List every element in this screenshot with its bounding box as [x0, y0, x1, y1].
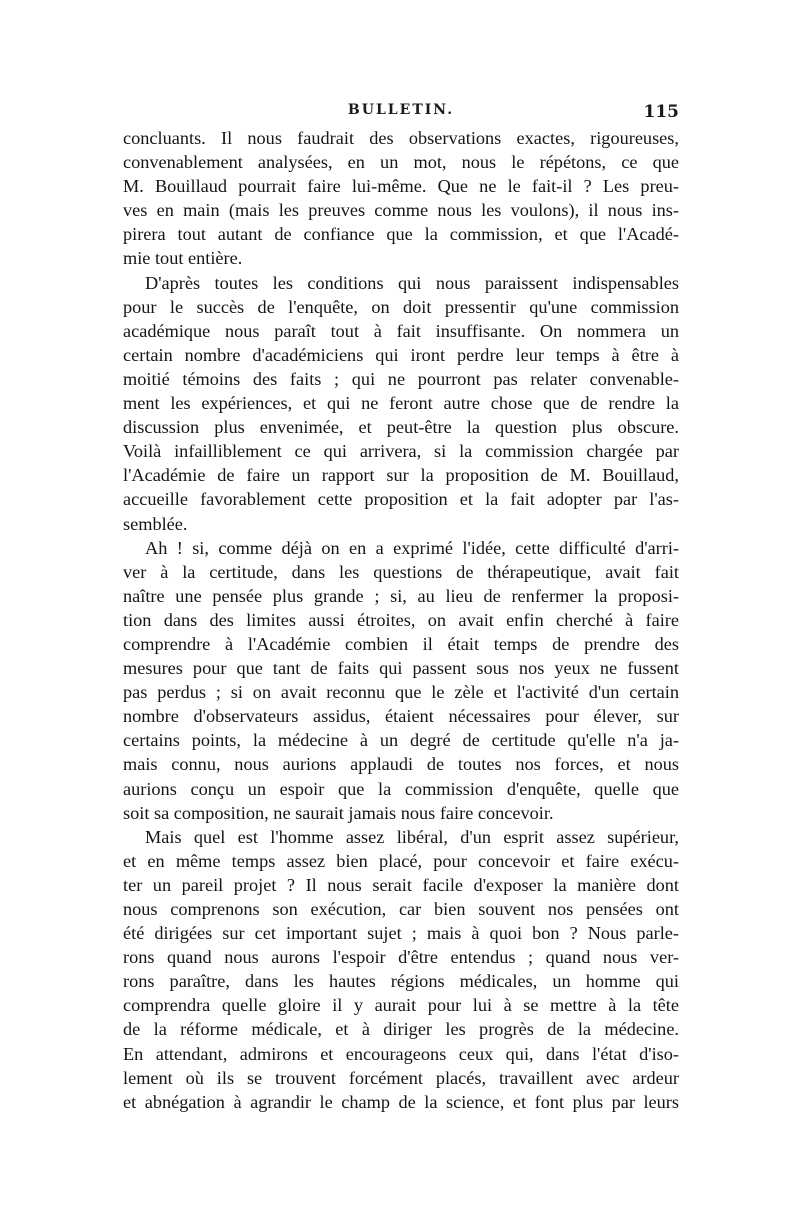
text-line: discussion plus envenimée, et peut-être la question plus obscure.	[123, 417, 679, 438]
text-line: Mais quel est l'homme assez libéral, d'un esprit assez supérieur,	[145, 826, 679, 847]
text-line: et en même temps assez bien placé, pour concevoir et faire exécu-	[123, 850, 679, 871]
text-line: En attendant, admirons et encourageons ceux qui, dans l'état d'iso-	[123, 1043, 679, 1064]
running-title: BULLETIN.	[347, 102, 455, 118]
text-line: ment les expériences, et qui ne feront autre chose que de rendre la	[123, 393, 679, 414]
text-line: mesures pour que tant de faits qui passent sous nos yeux ne fussent	[123, 658, 679, 679]
body-text	[123, 126, 679, 1114]
text-line: pour le succès de l'enquête, on doit pressentir qu'une commission	[123, 296, 679, 317]
text-line: certains points, la médecine à un degré de certitude qu'elle n'a ja-	[123, 730, 679, 751]
text-line: tion dans des limites aussi étroites, on avait enfin cherché à faire	[123, 609, 679, 630]
text-line: moitié témoins des faits ; qui ne pourront pas relater convenable-	[123, 368, 679, 389]
text-line: de la réforme médicale, et à diriger les progrès de la médecine.	[123, 1019, 679, 1040]
text-line: convenablement analysées, en un mot, nous le répétons, ce que	[123, 152, 679, 173]
text-line: certain nombre d'académiciens qui iront perdre leur temps à être à	[123, 344, 679, 365]
text-line: D'après toutes les conditions qui nous paraissent indispensables	[145, 272, 679, 293]
text-line: été dirigées sur cet important sujet ; mais à quoi bon ? Nous parle-	[123, 923, 679, 944]
text-line: rons paraître, dans les hautes régions médicales, un homme qui	[123, 971, 679, 992]
text-line: Voilà infailliblement ce qui arrivera, si la commission chargée par	[123, 441, 679, 462]
text-line: nombre d'observateurs assidus, étaient nécessaires pour élever, sur	[123, 706, 679, 727]
text-line: pas perdus ; si on avait reconnu que le zèle et l'activité d'un certain	[123, 682, 679, 703]
text-line: Ah ! si, comme déjà on en a exprimé l'idée, cette difficulté d'arri-	[145, 537, 679, 558]
page-number: 115	[643, 102, 679, 122]
text-line: comprendra quelle gloire il y aurait pour lui à se mettre à la tête	[123, 995, 679, 1016]
text-line: mais connu, nous aurions applaudi de toutes nos forces, et nous	[123, 754, 679, 775]
text-line: rons quand nous aurons l'espoir d'être entendus ; quand nous ver-	[123, 947, 679, 968]
text-line: concluants. Il nous faudrait des observations exactes, rigoureuses,	[123, 128, 679, 148]
text-line: lement où ils se trouvent forcément placés, travaillent avec ardeur	[123, 1067, 679, 1088]
text-line: naître une pensée plus grande ; si, au lieu de renfermer la proposi-	[123, 585, 679, 606]
text-line: ver à la certitude, dans les questions de thérapeutique, avait fait	[123, 561, 679, 582]
text-line: ter un pareil projet ? Il nous serait facile d'exposer la manière dont	[123, 874, 679, 895]
text-line: ves en main (mais les preuves comme nous les voulons), il nous ins-	[123, 200, 679, 221]
text-line: soit sa composition, ne saurait jamais nous faire concevoir.	[123, 802, 554, 823]
text-line: accueille favorablement cette proposition et la fait adopter par l'as-	[123, 489, 679, 510]
text-line: semblée.	[123, 513, 188, 534]
text-line: académique nous paraît tout à fait insuffisante. On nommera un	[123, 320, 679, 341]
text-line: aurions conçu un espoir que la commission d'enquête, quelle que	[123, 778, 679, 799]
text-line: et abnégation à agrandir le champ de la science, et font plus par leurs	[123, 1091, 679, 1112]
text-line: comprendre à l'Académie combien il était temps de prendre des	[123, 633, 679, 654]
text-line: l'Académie de faire un rapport sur la proposition de M. Bouillaud,	[123, 465, 679, 486]
text-line: nous comprenons son exécution, car bien souvent nos pensées ont	[123, 899, 679, 919]
text-line: M. Bouillaud pourrait faire lui-même. Que ne le fait-il ? Les preu-	[123, 176, 679, 197]
page-header	[123, 102, 679, 128]
text-line: pirera tout autant de confiance que la commission, et que l'Acadé-	[123, 224, 679, 245]
text-line: mie tout entière.	[123, 248, 243, 269]
